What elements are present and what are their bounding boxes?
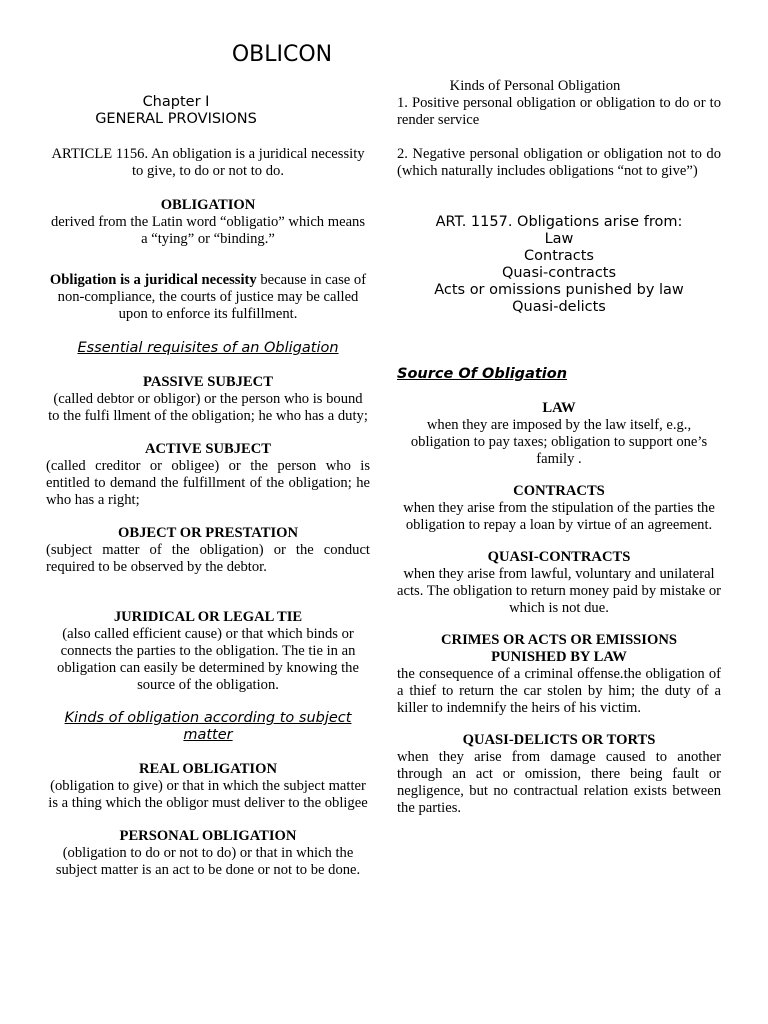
art-1157-heading: ART. 1157. Obligations arise from: [435,214,683,230]
chapter-heading [46,94,306,128]
quasi-contracts-heading: QUASI-CONTRACTS [487,549,631,565]
source-item: Quasi-contracts [501,265,617,281]
juridical-necessity-bold: Obligation is a juridical necessity [49,272,257,288]
source-item: Quasi-delicts [512,299,606,315]
quasi-delicts-text: when they arise from damage caused to another through an act or omission, there being fault or negligence, but no contractual relation exists between the parties. [397,749,721,816]
contracts-heading: CONTRACTS [513,483,605,499]
crimes-text: the consequence of a criminal offense.the obligation of a thief to return the car stolen by him; the duty of a killer to indemnify the heirs of his victim. [397,666,721,716]
juridical-necessity-rest: because in case of non-compliance, the courts of justice may be called upon to enforce its fulfillment. [57,272,367,322]
object-prestation-text: (subject matter of the obligation) or the conduct required to be observed by the debtor. [46,542,370,575]
obligation-heading: OBLIGATION [160,197,256,213]
chapter-label: Chapter I [142,94,210,110]
general-provisions-label: GENERAL PROVISIONS [95,111,257,127]
source-item: Contracts [524,248,594,264]
law-text: when they are imposed by the law itself, e.g., obligation to pay taxes; obligation to support one’s family . [410,417,708,467]
active-subject-text: (called creditor or obligee) or the person who is entitled to demand the fulfillment of the obligation; he who has a right; [46,458,370,508]
juridical-tie-text: (also called efficient cause) or that which binds or connects the parties to the obligation. The tie in an obligation can easily be determined by knowing the source of the obligation. [57,626,359,693]
kinds-personal-heading: Kinds of Personal Obligation [449,78,621,94]
active-subject-heading: ACTIVE SUBJECT [144,441,272,457]
positive-personal-obligation: 1. Positive personal obligation or obligation to do or to render service [397,95,721,128]
passive-subject-heading: PASSIVE SUBJECT [143,374,273,390]
kinds-subject-matter-heading: Kinds of obligation according to subject matter [64,710,352,743]
article-1156: ARTICLE 1156. An obligation is a juridical necessity to give, to do or not to do. [51,146,365,179]
left-column [46,94,370,879]
sources-list [397,214,721,316]
source-item: Law [544,231,574,247]
source-of-obligation-heading: Source Of Obligation [397,366,568,382]
right-column [397,78,721,817]
object-prestation-heading: OBJECT OR PRESTATION [117,525,299,541]
quasi-contracts-text: when they arise from lawful, voluntary and unilateral acts. The obligation to return money paid by mistake or which is not due. [397,566,721,616]
obligation-definition: derived from the Latin word “obligatio” which means a “tying” or “binding.” [50,214,366,247]
law-heading: LAW [542,400,576,416]
personal-obligation-heading: PERSONAL OBLIGATION [119,828,297,844]
negative-personal-obligation: 2. Negative personal obligation or obligation not to do (which naturally includes obligations “not to give”) [397,146,721,179]
real-obligation-heading: REAL OBLIGATION [139,761,277,777]
juridical-necessity-paragraph [46,272,370,323]
page-title: OBLICON [231,42,333,67]
real-obligation-text: (obligation to give) or that in which the subject matter is a thing which the obligor must deliver to the obligee [48,778,368,811]
quasi-delicts-heading: QUASI-DELICTS OR TORTS [462,732,656,748]
passive-subject-text: (called debtor or obligor) or the person who is bound to the fulfi llment of the obligation; he who has a duty; [48,391,368,424]
crimes-heading: CRIMES OR ACTS OR EMISSIONS PUNISHED BY LAW [441,632,677,665]
juridical-tie-heading: JURIDICAL OR LEGAL TIE [113,609,303,625]
personal-obligation-text: (obligation to do or not to do) or that in which the subject matter is an act to be done or not to be done. [55,845,361,878]
essential-requisites-heading: Essential requisites of an Obligation [77,340,339,356]
contracts-text: when they arise from the stipulation of the parties the obligation to repay a loan by virtue of an agreement. [403,500,715,533]
source-item: Acts or omissions punished by law [434,282,684,298]
